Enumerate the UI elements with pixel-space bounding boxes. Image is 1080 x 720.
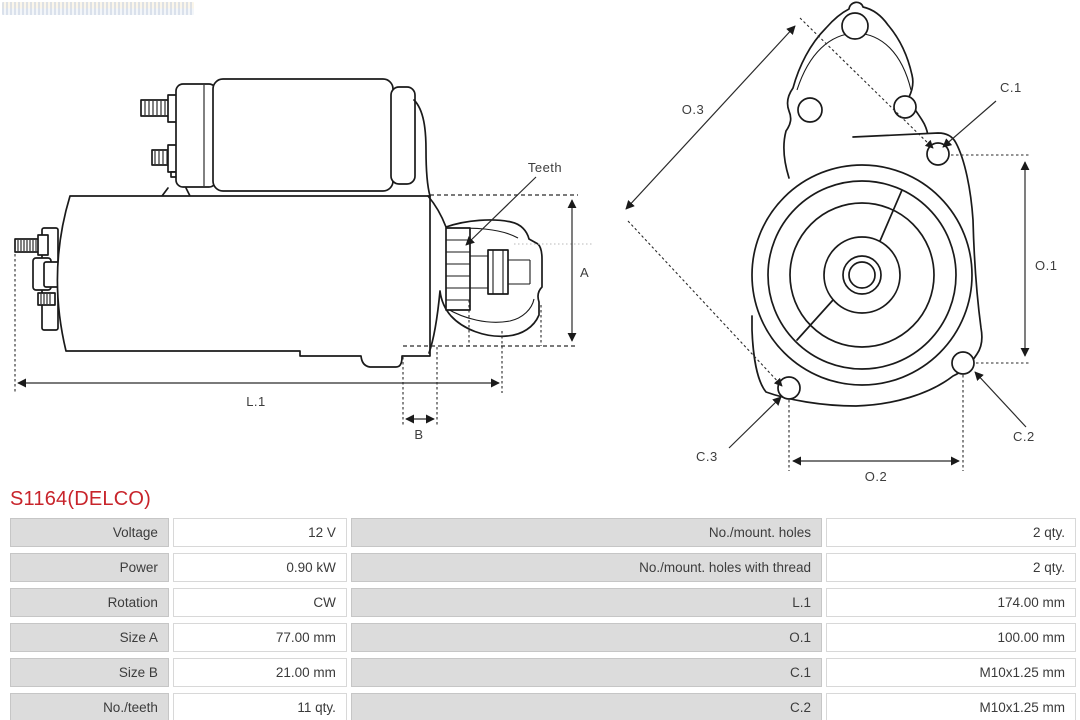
dim-label-L1: L.1 (246, 394, 266, 409)
shaft-spacer (488, 250, 508, 294)
spec-table (6, 512, 1080, 720)
spec-value-cell: M10x1.25 mm (826, 693, 1076, 720)
spec-label-cell: No./teeth (10, 693, 169, 720)
c3-leader (729, 397, 781, 448)
spec-value-cell: 11 qty. (173, 693, 347, 720)
part-number: S1164(DELCO) (10, 488, 151, 510)
spec-label-cell: Rotation (10, 588, 169, 617)
shaft-bore (849, 262, 875, 288)
spec-value-cell: 174.00 mm (826, 588, 1076, 617)
table-row (10, 623, 1076, 652)
spec-value-cell: 100.00 mm (826, 623, 1076, 652)
dim-label-B: B (414, 427, 424, 442)
spec-value-cell: M10x1.25 mm (826, 658, 1076, 687)
dim-label-C2: C.2 (1013, 429, 1035, 444)
spec-value-cell: 2 qty. (826, 518, 1076, 547)
solenoid-front-cap (176, 84, 216, 187)
table-row (10, 553, 1076, 582)
spec-value-cell: 12 V (173, 518, 347, 547)
table-row (10, 518, 1076, 547)
spec-label-cell: Size B (10, 658, 169, 687)
spec-value-cell: 77.00 mm (173, 623, 347, 652)
dim-label-C1: C.1 (1000, 80, 1022, 95)
mount-hole-top-right (927, 143, 949, 165)
dim-label-O1: O.1 (1035, 258, 1058, 273)
spec-label-cell: C.1 (351, 658, 822, 687)
bell-hole-top (842, 13, 868, 39)
teeth-label: Teeth (527, 160, 563, 175)
pinion-gear (446, 228, 470, 310)
motor-body (57, 196, 430, 367)
spec-value-cell: CW (173, 588, 347, 617)
dim-label-O3: O.3 (681, 102, 705, 117)
dim-label-C3: C.3 (696, 449, 718, 464)
spec-value-cell: 0.90 kW (173, 553, 347, 582)
table-row (10, 588, 1076, 617)
mount-hole-bottom-right (952, 352, 974, 374)
mount-hole-bottom-left (778, 377, 800, 399)
solenoid-end-cap (391, 87, 415, 184)
dim-label-A: A (580, 265, 590, 280)
spec-value-cell: 21.00 mm (173, 658, 347, 687)
spec-label-cell: Power (10, 553, 169, 582)
side-view-drawing (15, 79, 592, 442)
solenoid-body (213, 79, 393, 191)
spec-label-cell: Size A (10, 623, 169, 652)
table-row (10, 658, 1076, 687)
front-view-drawing (626, 2, 1057, 484)
spec-label-cell: Voltage (10, 518, 169, 547)
c1-leader (943, 101, 996, 147)
bell-hole-left (798, 98, 822, 122)
spec-label-cell: O.1 (351, 623, 822, 652)
spec-label-cell: No./mount. holes (351, 518, 822, 547)
spec-label-cell: No./mount. holes with thread (351, 553, 822, 582)
spec-value-cell: 2 qty. (826, 553, 1076, 582)
bell-hole-right (894, 96, 916, 118)
dim-line-O3 (626, 26, 795, 209)
teeth-leader (466, 177, 536, 245)
spec-label-cell: L.1 (351, 588, 822, 617)
spec-label-cell: C.2 (351, 693, 822, 720)
table-row (10, 693, 1076, 720)
terminal-nut (38, 235, 48, 255)
dim-label-O2: O.2 (864, 469, 888, 484)
c2-leader (975, 372, 1026, 427)
